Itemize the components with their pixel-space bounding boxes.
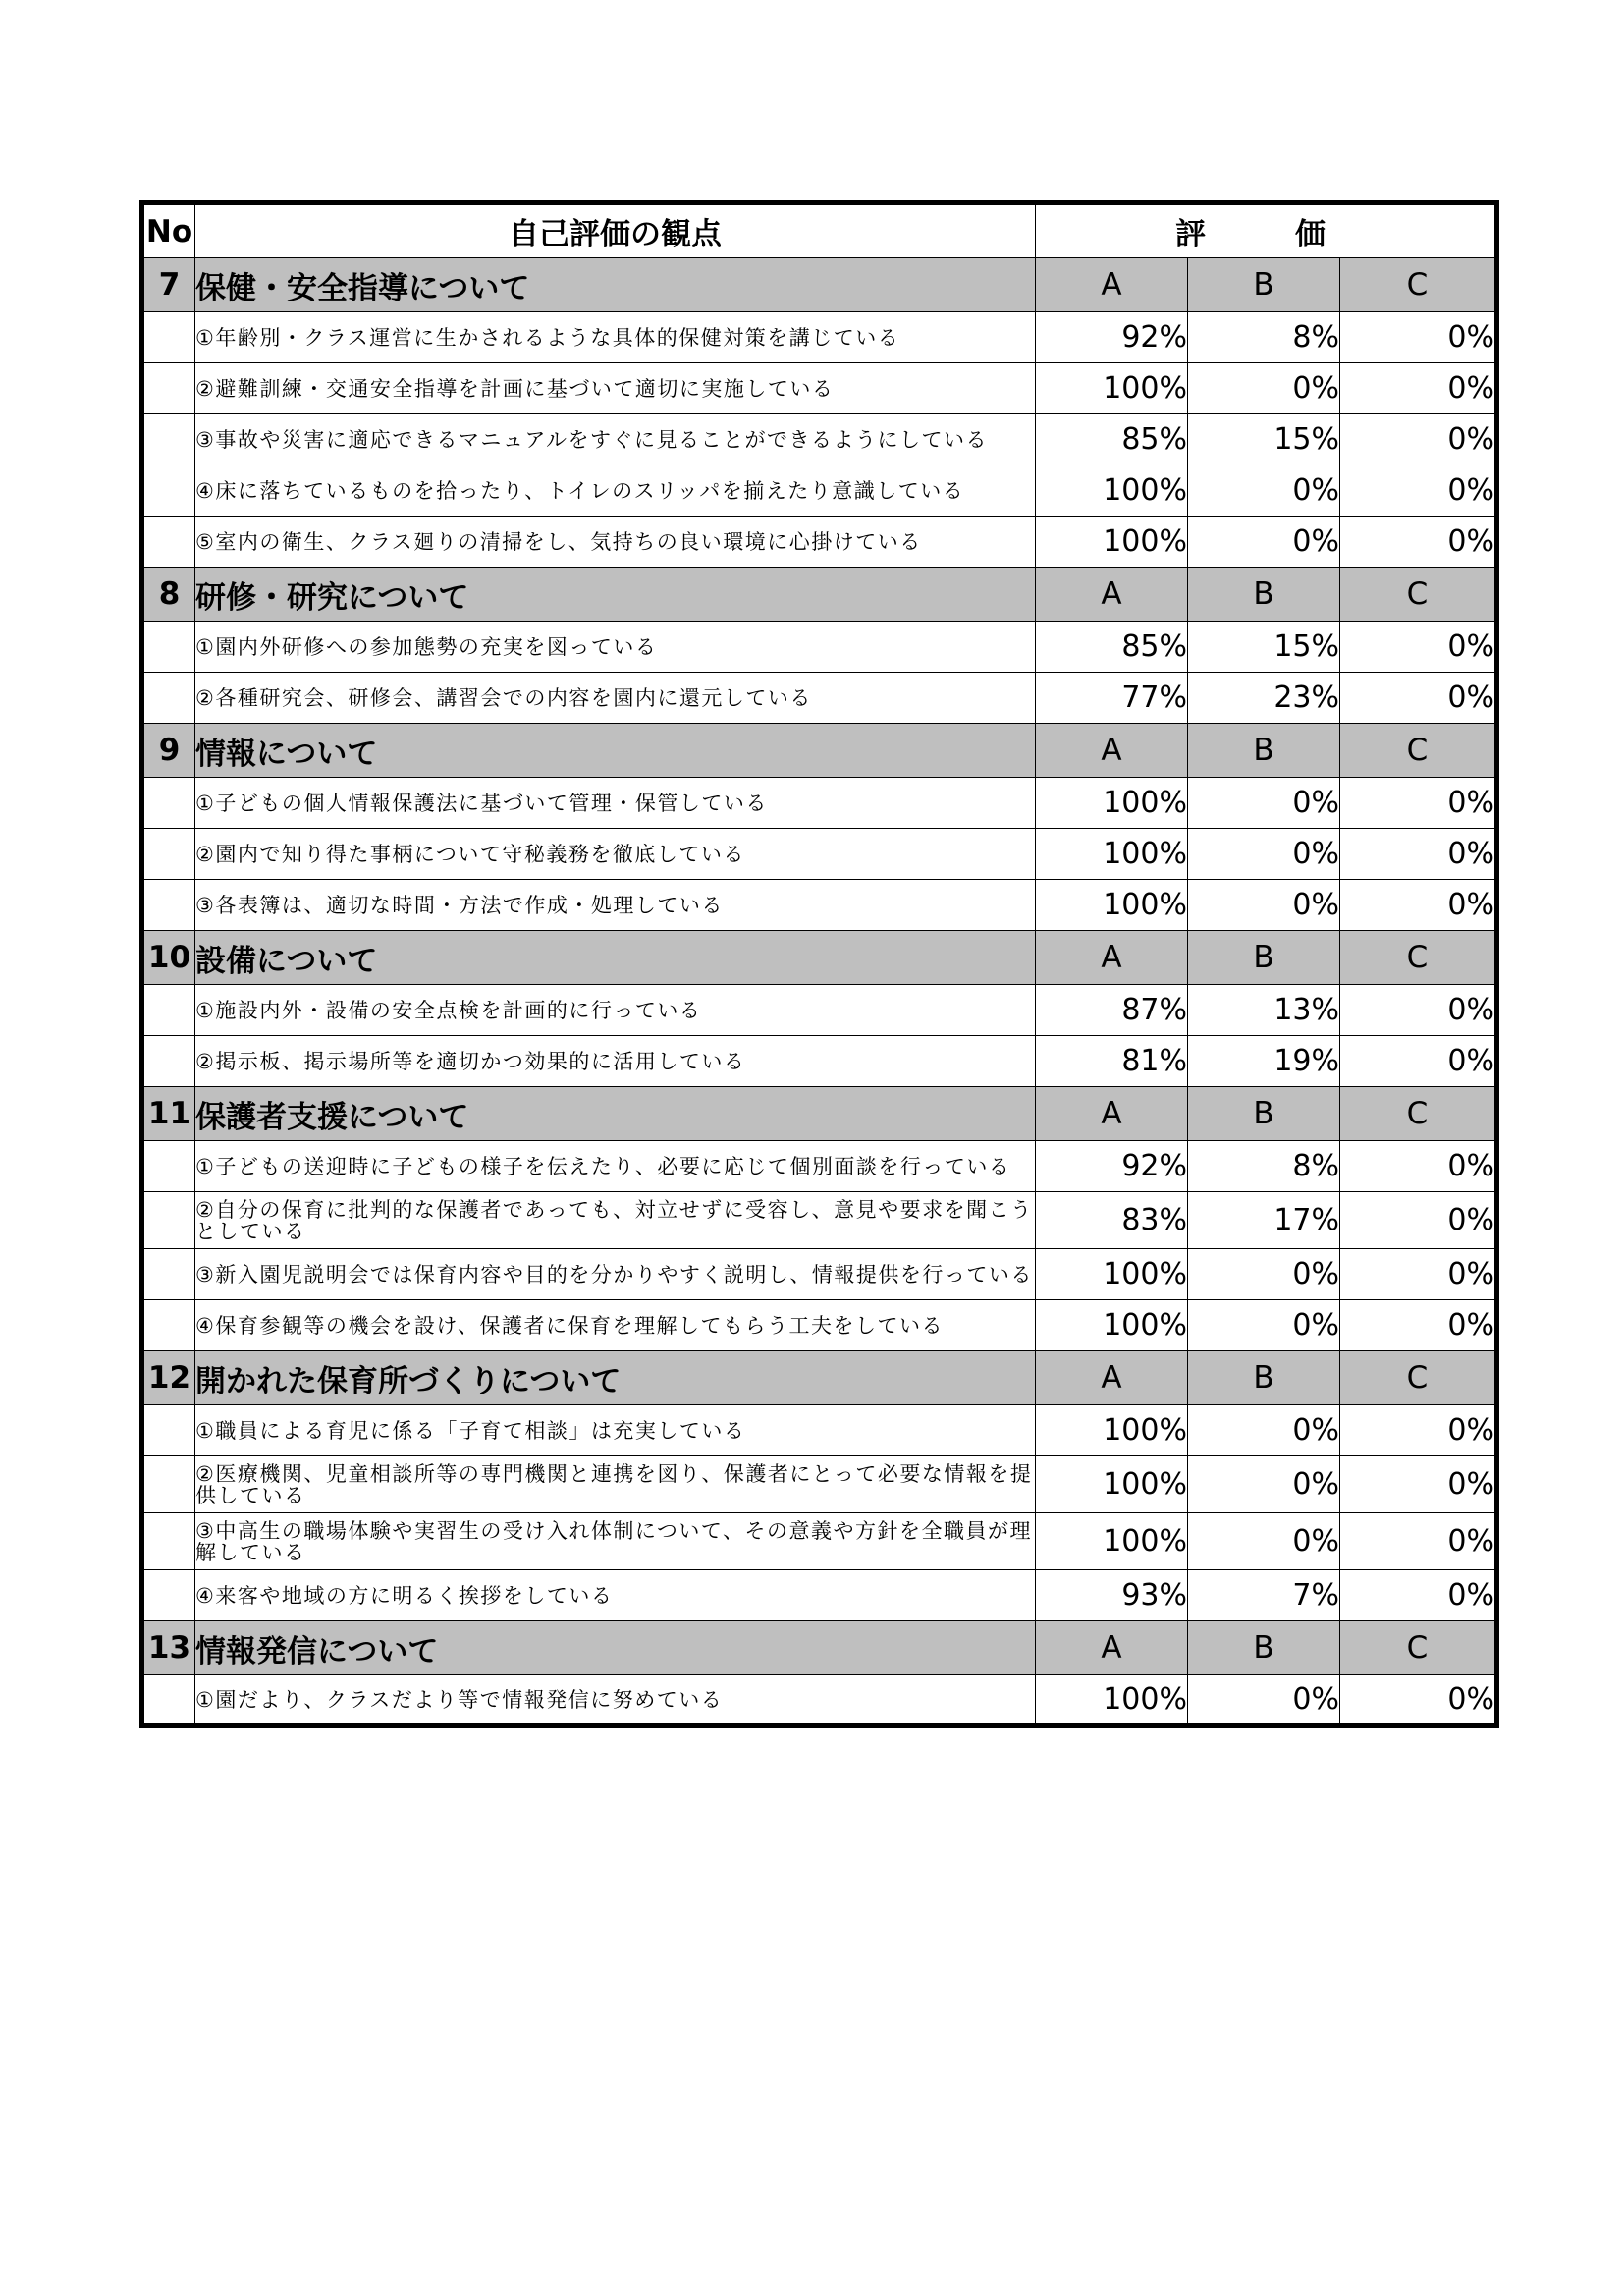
header-no: No [142, 203, 195, 258]
rating-a-value: 85% [1036, 622, 1188, 673]
rating-a-value: 92% [1036, 1141, 1188, 1192]
rating-a-value: 100% [1036, 517, 1188, 568]
column-label-c: C [1340, 1351, 1497, 1405]
rating-b-value: 17% [1188, 1192, 1340, 1249]
item-number-cell [142, 985, 195, 1036]
header-viewpoint: 自己評価の観点 [195, 203, 1036, 258]
item-row [142, 778, 1497, 829]
item-row [142, 465, 1497, 517]
item-text: ③各表簿は、適切な時間・方法で作成・処理している [195, 880, 1036, 931]
section-title: 保護者支援について [195, 1087, 1036, 1141]
rating-c-value: 0% [1340, 1249, 1497, 1300]
self-evaluation-table [139, 200, 1499, 1728]
item-row [142, 880, 1497, 931]
column-label-c: C [1340, 931, 1497, 985]
item-row [142, 1300, 1497, 1351]
rating-a-value: 100% [1036, 1300, 1188, 1351]
rating-a-value: 87% [1036, 985, 1188, 1036]
item-number-cell [142, 1249, 195, 1300]
item-text: ①職員による育児に係る「子育て相談」は充実している [195, 1405, 1036, 1456]
column-label-b: B [1188, 568, 1340, 622]
section-number: 12 [142, 1351, 195, 1405]
rating-a-value: 92% [1036, 312, 1188, 363]
column-label-a: A [1036, 1621, 1188, 1675]
item-number-cell [142, 1300, 195, 1351]
item-text: ②掲示板、掲示場所等を適切かつ効果的に活用している [195, 1036, 1036, 1087]
item-number-cell [142, 622, 195, 673]
item-number-cell [142, 1513, 195, 1570]
section-title: 研修・研究について [195, 568, 1036, 622]
item-text: ②避難訓練・交通安全指導を計画に基づいて適切に実施している [195, 363, 1036, 414]
column-label-c: C [1340, 568, 1497, 622]
item-text: ①園内外研修への参加態勢の充実を図っている [195, 622, 1036, 673]
rating-c-value: 0% [1340, 1456, 1497, 1513]
column-label-c: C [1340, 724, 1497, 778]
item-row [142, 673, 1497, 724]
item-number-cell [142, 1141, 195, 1192]
item-text: ②自分の保育に批判的な保護者であっても、対立せずに受容し、意見や要求を聞こうとしている [195, 1192, 1036, 1249]
rating-c-value: 0% [1340, 1192, 1497, 1249]
section-title: 情報発信について [195, 1621, 1036, 1675]
item-number-cell [142, 1192, 195, 1249]
item-text: ②園内で知り得た事柄について守秘義務を徹底している [195, 829, 1036, 880]
column-label-b: B [1188, 1087, 1340, 1141]
item-row [142, 1036, 1497, 1087]
item-row [142, 1570, 1497, 1621]
item-text: ①年齢別・クラス運営に生かされるような具体的保健対策を講じている [195, 312, 1036, 363]
column-label-a: A [1036, 1351, 1188, 1405]
rating-c-value: 0% [1340, 673, 1497, 724]
item-text: ④床に落ちているものを拾ったり、トイレのスリッパを揃えたり意識している [195, 465, 1036, 517]
item-number-cell [142, 1570, 195, 1621]
item-number-cell [142, 465, 195, 517]
rating-c-value: 0% [1340, 622, 1497, 673]
item-number-cell [142, 829, 195, 880]
rating-b-value: 0% [1188, 1249, 1340, 1300]
rating-c-value: 0% [1340, 985, 1497, 1036]
section-row [142, 258, 1497, 312]
item-text: ①子どもの個人情報保護法に基づいて管理・保管している [195, 778, 1036, 829]
item-row [142, 1675, 1497, 1726]
section-row [142, 1621, 1497, 1675]
item-text: ①施設内外・設備の安全点検を計画的に行っている [195, 985, 1036, 1036]
item-row [142, 1405, 1497, 1456]
item-number-cell [142, 414, 195, 465]
rating-c-value: 0% [1340, 829, 1497, 880]
table-body [142, 258, 1497, 1726]
rating-a-value: 81% [1036, 1036, 1188, 1087]
rating-b-value: 0% [1188, 1456, 1340, 1513]
rating-c-value: 0% [1340, 1513, 1497, 1570]
rating-b-value: 8% [1188, 1141, 1340, 1192]
column-label-a: A [1036, 568, 1188, 622]
rating-b-value: 0% [1188, 880, 1340, 931]
item-text: ②医療機関、児童相談所等の専門機関と連携を図り、保護者にとって必要な情報を提供している [195, 1456, 1036, 1513]
item-text: ④保育参観等の機会を設け、保護者に保育を理解してもらう工夫をしている [195, 1300, 1036, 1351]
rating-a-value: 100% [1036, 1513, 1188, 1570]
section-row [142, 1351, 1497, 1405]
rating-c-value: 0% [1340, 1300, 1497, 1351]
column-label-a: A [1036, 1087, 1188, 1141]
item-number-cell [142, 363, 195, 414]
item-number-cell [142, 1036, 195, 1087]
rating-b-value: 0% [1188, 1300, 1340, 1351]
rating-c-value: 0% [1340, 1405, 1497, 1456]
column-label-b: B [1188, 258, 1340, 312]
item-number-cell [142, 312, 195, 363]
column-label-b: B [1188, 931, 1340, 985]
rating-b-value: 0% [1188, 1405, 1340, 1456]
rating-a-value: 83% [1036, 1192, 1188, 1249]
item-row [142, 312, 1497, 363]
section-row [142, 724, 1497, 778]
rating-b-value: 0% [1188, 363, 1340, 414]
rating-a-value: 85% [1036, 414, 1188, 465]
rating-a-value: 100% [1036, 1456, 1188, 1513]
column-label-a: A [1036, 724, 1188, 778]
section-number: 7 [142, 258, 195, 312]
section-title: 開かれた保育所づくりについて [195, 1351, 1036, 1405]
section-title: 設備について [195, 931, 1036, 985]
item-row [142, 1456, 1497, 1513]
rating-a-value: 100% [1036, 778, 1188, 829]
rating-a-value: 77% [1036, 673, 1188, 724]
rating-c-value: 0% [1340, 363, 1497, 414]
rating-c-value: 0% [1340, 517, 1497, 568]
item-text: ①園だより、クラスだより等で情報発信に努めている [195, 1675, 1036, 1726]
rating-b-value: 15% [1188, 414, 1340, 465]
rating-c-value: 0% [1340, 1141, 1497, 1192]
item-number-cell [142, 778, 195, 829]
rating-b-value: 0% [1188, 778, 1340, 829]
item-text: ③中高生の職場体験や実習生の受け入れ体制について、その意義や方針を全職員が理解している [195, 1513, 1036, 1570]
column-label-b: B [1188, 1621, 1340, 1675]
rating-c-value: 0% [1340, 414, 1497, 465]
column-label-b: B [1188, 1351, 1340, 1405]
rating-a-value: 100% [1036, 1249, 1188, 1300]
table-header-row [142, 203, 1497, 258]
rating-b-value: 23% [1188, 673, 1340, 724]
item-text: ③新入園児説明会では保育内容や目的を分かりやすく説明し、情報提供を行っている [195, 1249, 1036, 1300]
section-number: 11 [142, 1087, 195, 1141]
rating-b-value: 0% [1188, 1513, 1340, 1570]
item-text: ⑤室内の衛生、クラス廻りの清掃をし、気持ちの良い環境に心掛けている [195, 517, 1036, 568]
section-number: 9 [142, 724, 195, 778]
section-number: 8 [142, 568, 195, 622]
item-number-cell [142, 1675, 195, 1726]
column-label-c: C [1340, 1621, 1497, 1675]
section-title: 情報について [195, 724, 1036, 778]
column-label-b: B [1188, 724, 1340, 778]
rating-c-value: 0% [1340, 312, 1497, 363]
item-text: ②各種研究会、研修会、講習会での内容を園内に還元している [195, 673, 1036, 724]
rating-b-value: 0% [1188, 1675, 1340, 1726]
item-row [142, 1249, 1497, 1300]
rating-a-value: 100% [1036, 880, 1188, 931]
item-row [142, 414, 1497, 465]
item-text: ④来客や地域の方に明るく挨拶をしている [195, 1570, 1036, 1621]
rating-c-value: 0% [1340, 880, 1497, 931]
rating-c-value: 0% [1340, 1036, 1497, 1087]
rating-b-value: 19% [1188, 1036, 1340, 1087]
rating-a-value: 100% [1036, 363, 1188, 414]
item-number-cell [142, 1456, 195, 1513]
section-number: 10 [142, 931, 195, 985]
rating-b-value: 15% [1188, 622, 1340, 673]
column-label-a: A [1036, 931, 1188, 985]
rating-c-value: 0% [1340, 778, 1497, 829]
rating-c-value: 0% [1340, 465, 1497, 517]
item-row [142, 1192, 1497, 1249]
item-row [142, 363, 1497, 414]
column-label-a: A [1036, 258, 1188, 312]
rating-b-value: 0% [1188, 517, 1340, 568]
item-number-cell [142, 1405, 195, 1456]
rating-a-value: 100% [1036, 465, 1188, 517]
section-number: 13 [142, 1621, 195, 1675]
section-title: 保健・安全指導について [195, 258, 1036, 312]
item-row [142, 829, 1497, 880]
rating-b-value: 0% [1188, 465, 1340, 517]
rating-b-value: 7% [1188, 1570, 1340, 1621]
rating-b-value: 13% [1188, 985, 1340, 1036]
rating-a-value: 100% [1036, 1675, 1188, 1726]
item-row [142, 622, 1497, 673]
rating-c-value: 0% [1340, 1570, 1497, 1621]
rating-b-value: 8% [1188, 312, 1340, 363]
section-row [142, 931, 1497, 985]
header-rating: 評 価 [1036, 203, 1497, 258]
item-row [142, 517, 1497, 568]
rating-a-value: 100% [1036, 829, 1188, 880]
rating-c-value: 0% [1340, 1675, 1497, 1726]
item-number-cell [142, 517, 195, 568]
rating-a-value: 93% [1036, 1570, 1188, 1621]
rating-b-value: 0% [1188, 829, 1340, 880]
column-label-c: C [1340, 1087, 1497, 1141]
item-text: ③事故や災害に適応できるマニュアルをすぐに見ることができるようにしている [195, 414, 1036, 465]
rating-a-value: 100% [1036, 1405, 1188, 1456]
item-number-cell [142, 880, 195, 931]
item-row [142, 1141, 1497, 1192]
section-row [142, 1087, 1497, 1141]
item-text: ①子どもの送迎時に子どもの様子を伝えたり、必要に応じて個別面談を行っている [195, 1141, 1036, 1192]
item-row [142, 1513, 1497, 1570]
item-number-cell [142, 673, 195, 724]
column-label-c: C [1340, 258, 1497, 312]
section-row [142, 568, 1497, 622]
item-row [142, 985, 1497, 1036]
